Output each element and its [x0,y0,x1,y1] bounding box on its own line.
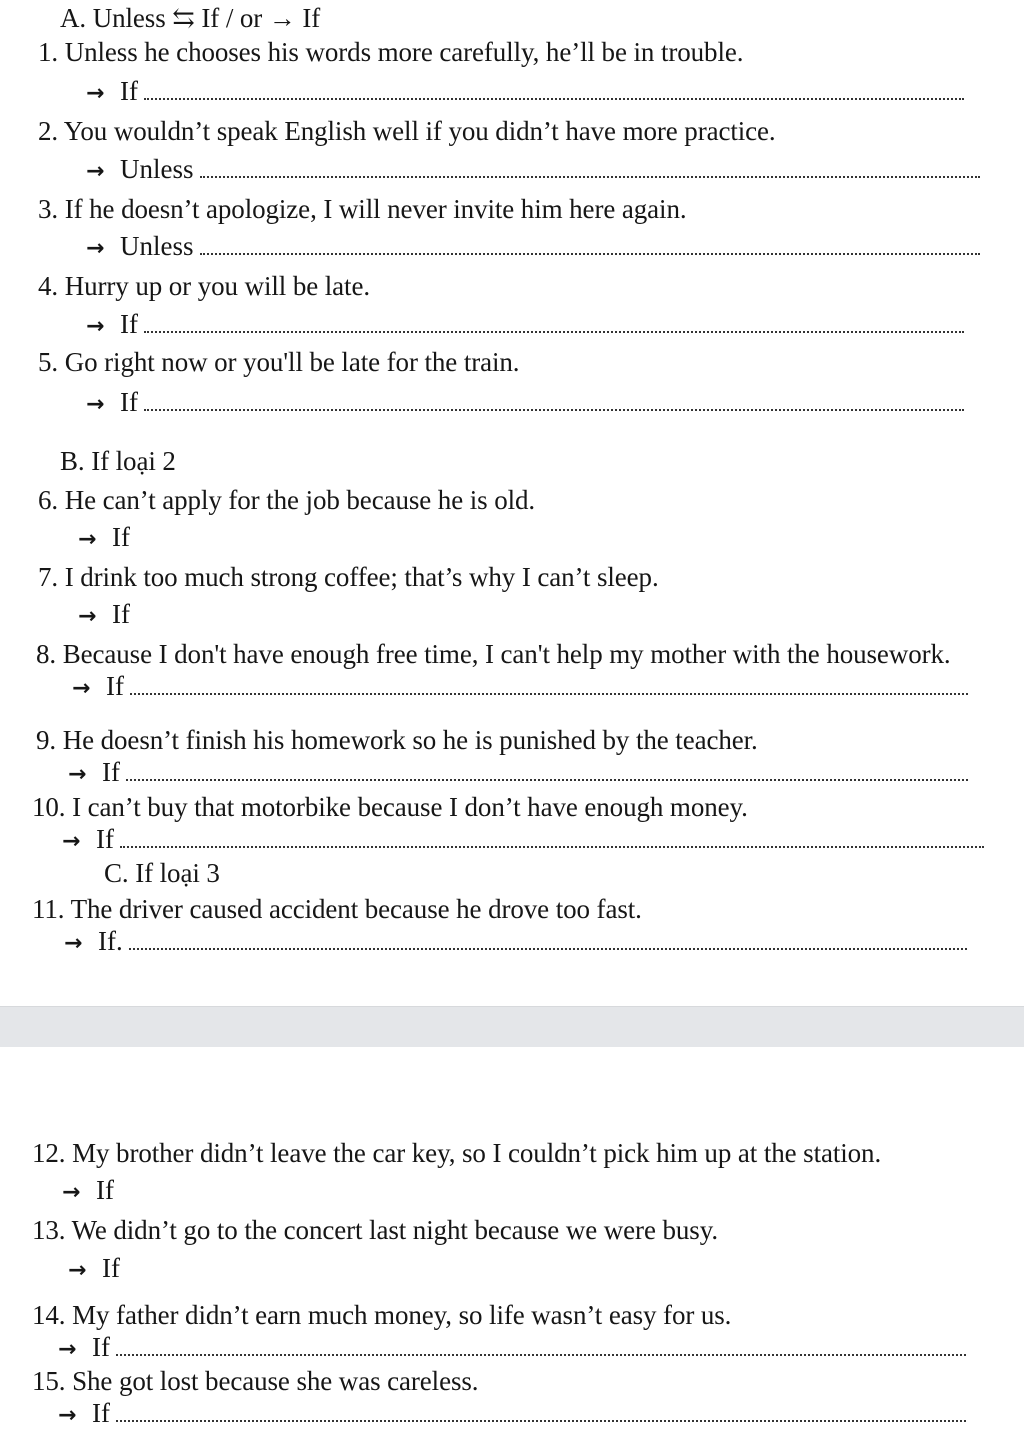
exercise-item-5: 5. Go right now or you'll be late for the train. [38,347,520,377]
answer-line-11[interactable] [64,925,967,960]
answer-line-13[interactable] [68,1252,120,1287]
answer-prefix: If [102,757,120,787]
answer-blank[interactable] [144,389,964,411]
arrow-icon: → [86,81,105,106]
answer-prefix: If [92,1332,110,1362]
section-a-heading: A. Unless ⇆ If / or → If [60,3,321,33]
answer-prefix: If [96,1175,114,1205]
answer-prefix: If [112,599,130,629]
answer-line-2[interactable] [86,153,980,188]
exercise-item-11: 11. The driver caused accident because he drove too fast. [32,894,642,924]
answer-line-7[interactable] [78,598,130,633]
exercise-item-3: 3. If he doesn’t apologize, I will never invite him here again. [38,194,687,224]
worksheet-page-2 [0,1047,1024,1434]
answer-prefix: If [120,387,138,417]
answer-blank[interactable] [200,156,980,178]
arrow-icon: → [86,392,105,417]
arrow-icon: → [72,676,91,701]
exercise-item-2: 2. You wouldn’t speak English well if you didn’t have more practice. [38,116,776,146]
arrow-icon: → [58,1403,77,1428]
section-c-heading: C. If loại 3 [104,858,220,888]
answer-blank[interactable] [120,826,984,848]
exercise-item-12: 12. My brother didn’t leave the car key, so I couldn’t pick him up at the station. [32,1138,882,1168]
exercise-item-8: 8. Because I don't have enough free time, I can't help my mother with the housework. [36,639,951,669]
arrow-icon: → [78,527,97,552]
exercise-item-14: 14. My father didn’t earn much money, so life wasn’t easy for us. [32,1300,732,1330]
arrow-icon: → [68,762,87,787]
arrow-icon: → [58,1337,77,1362]
arrow-icon: → [86,314,105,339]
answer-prefix: If [120,76,138,106]
answer-line-6[interactable] [78,521,130,556]
answer-line-12[interactable] [62,1174,114,1209]
answer-blank[interactable] [200,233,980,255]
answer-blank[interactable] [126,759,968,781]
arrow-icon: → [62,829,81,854]
answer-line-10[interactable] [62,823,984,858]
section-b-heading: B. If loại 2 [60,446,176,476]
exercise-item-1: 1. Unless he chooses his words more carefully, he’ll be in trouble. [38,37,744,67]
answer-line-14[interactable] [58,1331,966,1366]
answer-blank[interactable] [116,1400,966,1422]
arrow-icon: → [78,604,97,629]
answer-line-4[interactable] [86,308,964,343]
arrow-icon: → [62,1180,81,1205]
answer-blank[interactable] [116,1334,966,1356]
answer-prefix: If [120,309,138,339]
answer-prefix: If [92,1398,110,1428]
arrow-icon: → [86,159,105,184]
answer-blank[interactable] [130,673,968,695]
exercise-item-15: 15. She got lost because she was careless. [32,1366,479,1396]
answer-prefix: If [106,671,124,701]
exercise-item-7: 7. I drink too much strong coffee; that’s why I can’t sleep. [38,562,659,592]
answer-line-5[interactable] [86,386,964,421]
exercise-item-10: 10. I can’t buy that motorbike because I don’t have enough money. [32,792,748,822]
answer-line-8[interactable] [72,670,968,705]
exercise-item-4: 4. Hurry up or you will be late. [38,271,370,301]
answer-prefix: If [112,522,130,552]
answer-blank[interactable] [129,928,967,950]
answer-line-15[interactable] [58,1397,966,1432]
answer-prefix: If. [98,926,123,956]
answer-prefix: If [96,824,114,854]
answer-line-3[interactable] [86,230,980,265]
answer-blank[interactable] [144,311,964,333]
arrow-icon: → [64,931,83,956]
answer-prefix: If [102,1253,120,1283]
answer-prefix: Unless [120,154,194,184]
exercise-item-6: 6. He can’t apply for the job because he is old. [38,485,536,515]
exercise-item-13: 13. We didn’t go to the concert last night because we were busy. [32,1215,718,1245]
answer-prefix: Unless [120,231,194,261]
page-separator [0,1006,1024,1048]
arrow-icon: → [68,1258,87,1283]
arrow-icon: → [86,236,105,261]
exercise-item-9: 9. He doesn’t finish his homework so he is punished by the teacher. [36,725,758,755]
answer-blank[interactable] [144,78,964,100]
answer-line-1[interactable] [86,75,964,110]
answer-line-9[interactable] [68,756,968,791]
